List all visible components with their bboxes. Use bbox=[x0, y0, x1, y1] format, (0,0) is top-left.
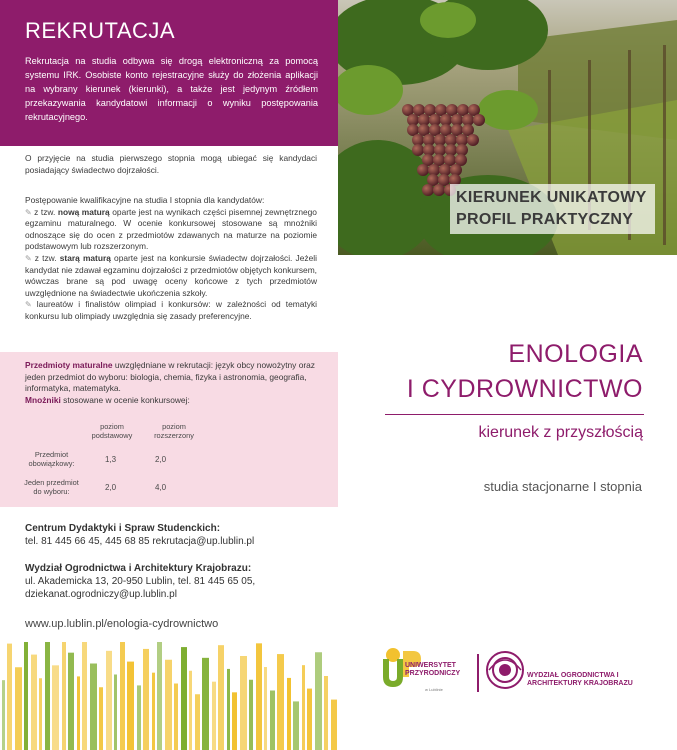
intro-text: O przyjęcie na studia pierwszego stopnia mogą ubiegać się kandydaci posiadający świadectwo dojrzałości. bbox=[25, 153, 317, 175]
decorative-bar bbox=[249, 680, 253, 750]
recruitment-text: Rekrutacja na studia odbywa się drogą elektroniczną za pomocą systemu IRK. Osobiste konto rejestracyjne służy do złożenia aplikacji na wybrany kierunek (kierunki), a także jest jedynym źródłem przekazywania kandydatowi informacji o wyniku postępowania rekrutacyjnego. bbox=[25, 56, 318, 122]
decorative-bar bbox=[232, 692, 237, 750]
grape bbox=[467, 134, 479, 146]
decorative-bar bbox=[157, 642, 162, 750]
criteria-item-olympiads: ✎ laureatów i finalistów olimpiad i konkursów: w zależności od tematyki konkursu lub olimpiady uwzględnia się zasady preferencyjne. bbox=[25, 299, 317, 321]
pen-icon: ✎ bbox=[25, 300, 37, 310]
study-mode: studia stacjonarne I stopnia bbox=[483, 479, 642, 494]
pen-icon: ✎ bbox=[25, 207, 35, 217]
decorative-bar bbox=[181, 647, 187, 750]
contact-center bbox=[25, 522, 325, 548]
badge-line-unique: KIERUNEK UNIKATOWY bbox=[456, 189, 647, 206]
decorative-bar bbox=[114, 675, 117, 750]
decorative-bar bbox=[120, 642, 125, 750]
decorative-bar bbox=[68, 653, 74, 750]
contact-center-line[interactable]: tel. 81 445 66 45, 445 68 85 rekrutacja@up.lublin.pl bbox=[25, 536, 255, 547]
contact-faculty-address: ul. Akademicka 13, 20-950 Lublin, tel. 81 445 65 05, bbox=[25, 576, 256, 587]
decorative-bar bbox=[202, 658, 209, 750]
decorative-bar bbox=[31, 655, 37, 750]
col-extended-header: poziom rozszerzony bbox=[154, 422, 194, 440]
contact-faculty bbox=[25, 562, 325, 601]
faculty-logo-text: WYDZIAŁ OGRODNICTWA I ARCHITEKTURY KRAJOBRAZU bbox=[527, 672, 633, 687]
decorative-bar bbox=[227, 669, 230, 750]
row-label-mandatory: Przedmiot obowiązkowy: bbox=[28, 450, 75, 468]
decorative-bar bbox=[143, 649, 149, 750]
decorative-bar bbox=[302, 665, 305, 750]
decorative-bar bbox=[256, 643, 262, 750]
decorative-bar bbox=[137, 685, 141, 750]
grape bbox=[473, 114, 485, 126]
decorative-bar bbox=[52, 665, 59, 750]
decorative-bar bbox=[240, 656, 247, 750]
title-divider bbox=[385, 414, 644, 415]
grape bbox=[412, 144, 424, 156]
contact-faculty-name: Wydział Ogrodnictwa i Architektury Krajobrazu: bbox=[25, 563, 252, 574]
program-title-line1: ENOLOGIA bbox=[508, 340, 643, 368]
badge-line-practical: PROFIL PRAKTYCZNY bbox=[456, 211, 634, 228]
recruitment-title: REKRUTACJA bbox=[25, 18, 176, 43]
contact-faculty-email[interactable]: dziekanat.ogrodniczy@up.lublin.pl bbox=[25, 589, 177, 600]
decorative-bar bbox=[307, 689, 312, 750]
col-basic-header: poziom podstawowy bbox=[91, 422, 133, 440]
decorative-bar bbox=[174, 684, 178, 750]
criteria-text bbox=[25, 195, 317, 323]
decorative-bar bbox=[331, 700, 337, 750]
value-mandatory-basic: 1,3 bbox=[105, 455, 117, 464]
decorative-bar bbox=[99, 687, 103, 750]
value-mandatory-extended: 2,0 bbox=[155, 455, 167, 464]
unique-profile-badge bbox=[450, 184, 655, 234]
subjects-box bbox=[0, 352, 338, 507]
decorative-bar bbox=[77, 676, 80, 750]
decorative-bar bbox=[90, 664, 97, 750]
decorative-bar bbox=[315, 652, 322, 750]
faculty-logo bbox=[485, 650, 665, 698]
decorative-bar bbox=[264, 667, 267, 750]
decorative-bar bbox=[2, 680, 5, 750]
decorative-bar bbox=[127, 662, 134, 750]
up-logo-subtext: w Lublinie bbox=[425, 687, 443, 692]
decorative-bar bbox=[189, 671, 192, 750]
decorative-bar bbox=[212, 682, 216, 750]
decorative-bar bbox=[277, 654, 284, 750]
program-subtitle: kierunek z przyszłością bbox=[478, 424, 643, 441]
decorative-bar bbox=[45, 642, 50, 750]
up-logo-text: UNIWERSYTET PRZYRODNICZY bbox=[405, 662, 461, 677]
subjects-text: Przedmioty maturalne uwzględniane w rekrutacji: język obcy nowożytny oraz jeden przedmiot do wyboru: biologia, chemia, fizyka i astronomia, geografia, informatyka, matematyka. Mnożniki stosowane w ocenie konkursowej: bbox=[25, 360, 315, 405]
grape bbox=[422, 184, 434, 196]
decorative-bar bbox=[287, 678, 291, 750]
row-label-elective: Jeden przedmiot do wyboru: bbox=[24, 478, 79, 496]
faculty-logo-icon bbox=[485, 650, 525, 694]
value-elective-extended: 4,0 bbox=[155, 483, 167, 492]
decorative-bar bbox=[62, 642, 66, 750]
criteria-item-new-matura: ✎ z tzw. nową maturą oparte jest na wynikach części pisemnej zewnętrznego egzaminu maturalnego. W ocenie konkursowej stosowane są mnożniki odnoszące się do ocen z przedmiotów zdawanych na maturze na poziomie podstawowym lub rozszerzonym. bbox=[25, 206, 317, 252]
decorative-bar bbox=[293, 701, 299, 750]
program-title-line2: I CYDROWNICTWO bbox=[406, 375, 643, 403]
recruitment-header bbox=[0, 0, 338, 146]
website-link[interactable]: www.up.lublin.pl/enologia-cydrownictwo bbox=[25, 618, 219, 630]
contact-center-name: Centrum Dydaktyki i Spraw Studenckich: bbox=[25, 523, 221, 534]
decorative-bar bbox=[324, 676, 328, 750]
decorative-bar bbox=[39, 678, 42, 750]
criteria-item-old-matura: ✎ z tzw. starą maturą oparte jest na konkursie świadectw dojrzałości. Jeżeli kandydat nie zdawał egzaminu dojrzałości z przedmiotów objętych konkursem, wówczas brane są pod uwagę oceny końcowe z tych przedmiotów uwzględnione na świadectwie ukończenia szkoły. bbox=[25, 252, 317, 298]
decorative-bar bbox=[7, 644, 12, 750]
university-logo bbox=[381, 647, 475, 692]
decorative-bar bbox=[195, 694, 200, 750]
decorative-bar bbox=[165, 660, 172, 750]
left-column bbox=[0, 0, 338, 750]
value-elective-basic: 2,0 bbox=[105, 483, 117, 492]
decorative-bar bbox=[218, 645, 224, 750]
decorative-bars bbox=[0, 642, 338, 750]
logo-divider bbox=[477, 654, 479, 692]
decorative-bar bbox=[15, 667, 22, 750]
decorative-bar bbox=[106, 651, 112, 750]
decorative-bar bbox=[24, 642, 28, 750]
decorative-bar bbox=[152, 673, 155, 750]
pen-icon: ✎ bbox=[25, 253, 35, 263]
grape bbox=[417, 164, 429, 176]
criteria-lead: Postępowanie kwalifikacyjne na studia I stopnia dla kandydatów: bbox=[25, 195, 265, 205]
decorative-bar bbox=[82, 642, 87, 750]
decorative-bar bbox=[270, 691, 275, 750]
grape bbox=[433, 184, 445, 196]
